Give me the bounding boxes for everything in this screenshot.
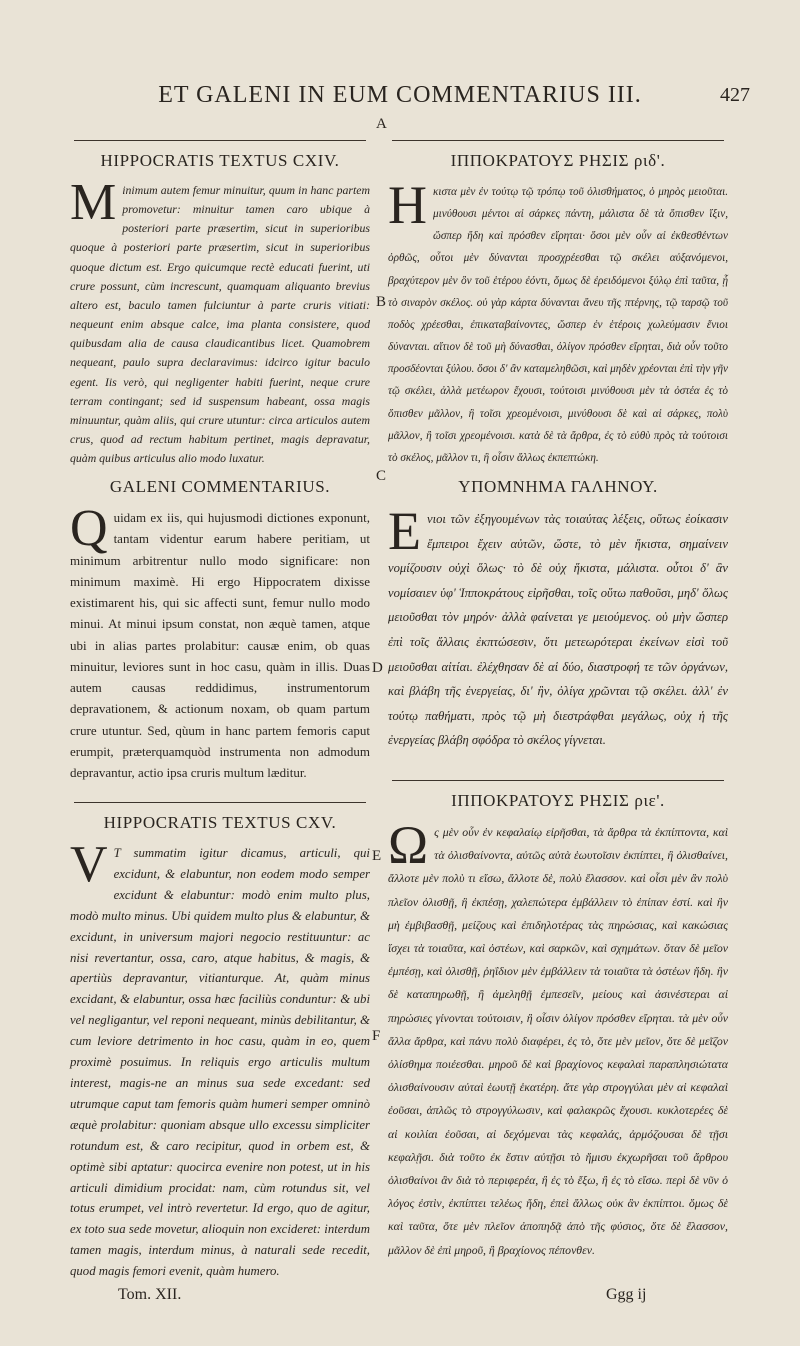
paragraph-latin-114: [70, 174, 370, 468]
rule: [74, 140, 366, 141]
paragraph-greek-115: [388, 815, 728, 1262]
heading-hippocratis-114: HIPPOCRATIS TEXTUS CXIV.: [100, 151, 340, 170]
section-mark-b: B: [376, 294, 387, 310]
body-text: νιοι τῶν ἐξηγουμένων τὰς τοιαύτας λέξεις, οὕτως ἐοίκασιν ἔμπειροι ἔχειν αὐτῶν, ὥστε, τὸ μὲν ἥκιστα, σημαίνειν νομίζουσιν οὐχὶ ὅλως· τὸ δὲ οὐχ ἥκιστα, μάλιστα. οὗτοι δ' ἂν νομίσαιεν ὑφ' Ἱπποκράτους εἰρῆσθαι, τοῖς οὕτω παθοῦσι, μηδ' ὅλως μειοῦσθαι τὸν μηρόν· ἀλλὰ φαίνεται γε μειούμενος. οὐ μὴν ὥσπερ ἐπὶ τοῖς ἄλλαις ἐκπτώσεσιν, ὅτι μετεωρότεραι ἐκείνων εἰσὶ τοῦ μειοῦσθαι αἰτίαι. ἐλέχθησαν δὲ αἱ δύο, διαστροφή τε τῶν ὀργάνων, καὶ βλάβη τῆς ἐνεργείας, δι' ἣν, ὀλίγα χρῶνται τῷ σκέλει. ἀλλ' ἐν τούτῳ παθήματι, πρὸς τῷ μὴ διεστράφθαι μεγάλως, οὐχ ἡ τῆς ἐνεργείας βλάβη σφόδρα τὸ σκέλος γίγνεται.: [388, 512, 728, 748]
gathering-signature: Ggg ij: [606, 1286, 647, 1303]
initial-letter: M: [70, 174, 117, 231]
greek-text-114: [388, 140, 728, 469]
running-head: ET GALENI IN EUM COMMENTARIUS III.: [158, 82, 642, 108]
body-text: ς μὲν οὖν ἐν κεφαλαίῳ εἰρῆσθαι, τὰ ἄρθρα τὰ ἐκπίπτοντα, καὶ τὰ ὀλισθαίνοντα, αὐτῶς αὐτὰ ἑωυτοῖσιν ἐκπίπτει, ἢ ὀλισθαίνει, ἄλλοτε μὲν πολὺ τι εἴσω, ἄλλοτε δὲ, πολὺ ἔλασσον. καὶ οἷσι μὲν ἂν πολὺ πλεῖον ὀλισθῇ, ἢ ἐκπέσῃ, χαλεπώτερα ἐμβάλλειν τὸ ἐπίπαν ἐστί. καὶ ἢν μὴ ἐμβιβασθῇ, μείζους καὶ ἐπιδηλοτέρας τὰς πηρώσιας, καὶ κακώσιας ἴσχει τὰ τοιαῦτα, καὶ ὀστέων, καὶ σαρκῶν, καὶ σχημάτων. ὅταν δὲ μεῖον ἐμπέσῃ, καὶ ὀλισθῇ, ῥηΐδιον μὲν ἐμβάλλειν τὰ τοιαῦτα τὰ ὀστέων ἤδη. ἢν δὲ καταπηρωθῇ, ἢ ἀμεληθῇ ἐμπεσεῖν, μείους καὶ ἀσινέστεραι αἱ πηρώσιες γίνονται τούτοισιν, ἢ οἷσιν ὀλίγον πρόσθεν εἴρηται. τὰ μὲν οὖν ἄλλα ἄρθρα, καὶ πάνυ πολὺ διαφέρει, ἐς τὸ, ὅτε μὲν μεῖον, ὅτε δὲ μεῖζον ὀλίσθημα ποιέεσθαι. μηροῦ δὲ καὶ βραχίονος κεφαλαὶ παραπλησιώτατα ὀλισθαίνουσιν αὐταὶ ἑωυτῇ ἑκατέρη. ἅτε γὰρ στρογγύλαι μὲν αἱ κεφαλαὶ ἐοῦσαι, ἁπλῶς τὸ στρογγύλωσιν, καὶ φαλακρῶς ἔχουσι. κυκλοτερέες δὲ αἱ κοιλίαι ἐοῦσαι, αἱ δεχόμεναι τὰς κεφαλάς, ἁρμόζουσαι δὲ τῇσι κεφαλῇσι. διὰ τοῦτο ἐκ ἔστιν αὐτῇσι τὸ ἥμισυ ἐκχωρῆσαι τοῦ ἄρθρου ὀλισθαίνοι ἂν διὰ τὸ περιφερέα, ἢ ἐς τὸ ἔξω, ἢ ἐς τὸ εἴσω. περὶ δὲ νῦν ὁ λόγος ἐστὶν, ἐκπίπτει τελέως ἤδη, ἐπεὶ ἄλλως οὐκ ἂν ἐκπίπτοι. ὅμως δὲ καὶ ταῦτα, ὅτε μὲν πλεῖον ἀποπηδᾷ ἀπὸ τῆς φύσιος, ὅτε δὲ ἔλασσον, μᾶλλον δὲ ἐπὶ μηροῦ, ἢ βραχίονος πέπονθεν.: [388, 825, 728, 1257]
initial-letter: Q: [70, 500, 108, 557]
page-number: 427: [720, 84, 750, 106]
body-text: uidam ex iis, qui hujusmodi dictiones exponunt, tantam videntur earum habere peritiam, ut minimum arbitrentur nullo modo significare: non minimum maximè. Hi ergo Hippocratem dixisse existimarent his, qui sic affecti sunt, femur nullo modo minui. At minui ipsum constat, non æquè tamen, atque ubi in alias partes prolabitur: causæ enim, ob quas minuitur, leviores sunt in hoc casu, quàm in illis. Duas autem causas reddidimus, instrumentorum depravationem, & actionum noxam, ob quam partum crure utuntur. Sed, qùum in hanc partem femoris caput erumpit, præterquamquòd instrumenta non admodum depravantur, actio ipsa cruris multum læditur.: [70, 510, 370, 780]
heading-hippocratis-115: HIPPOCRATIS TEXTUS CXV.: [103, 813, 337, 832]
greek-text-115: [388, 780, 728, 1262]
body-text: T summatim igitur dicamus, articuli, qui excidunt, & elabuntur, non eodem modo semper excidunt & elabuntur: modò enim multo plus, modò multo minus. Ubi quidem multo plus & elabuntur, & excidunt, in universum majori negocio restituuntur: ac nisi revertantur, ossa, caro, atque habitus, & magis, & apertiùs depravantur, vitianturque. At, quàm minus excidant, & elabuntur, ossa hæc faciliùs conduntur: & ubi vel negligantur, vel reponi nequeant, minùs debilitantur, & cum leviore detrimento in hoc casu, quàm in eo, quem proximè posuimus. In reliquis ergo articulis multum interest, magis-ne an minus sua sede excedant: sed utrumque caput tam femoris quàm humeri semper omninò æquè prolabitur: quoniam absque ullo excessu simpliciter rotundum est, & caro recipitur, quod in orbem est, & optimè sibi aptatur: quocirca evenire non potest, ut in his articuli dimidium procidat: nam, cùm rotundus sit, vel totus erumpet, vel intrò revertetur. Id ergo, quo de agitur, ex toto sua sede movetur, alioquin non excideret: interdum tamen magis, interdum minus, à naturali sede recedit, quod magis femori evenit, quàm humero.: [70, 846, 370, 1279]
rule: [392, 780, 724, 781]
body-text: κιστα μὲν ἐν τούτῳ τῷ τρόπῳ τοῦ ὀλισθήματος, ὁ μηρὸς μειοῦται. μινύθουσι μέντοι αἱ σάρκες πάντη, μάλιστα δὲ τὰ ὄπισθεν ἴξιν, ὥσπερ ἤδη καὶ πρόσθεν εἴρηται· ὅσοι μὲν οὖν αἱ ἐκθεσθέντων ὀρθῶς, οὗτοι μὲν δύνανται προσχρέεσθαι τῷ σκέλει αὐξανόμενοι, βραχύτερον μὲν ὂν τοῦ ἑτέρου ἐόντι, ὅμως δὲ ἐρειδόμενοι ξύλῳ ἐπὶ ταῦτα, ᾗ τὸ σιναρὸν σκέλος. οὐ γὰρ κάρτα δύνανται ἄνευ τῆς πτέρνης, τῷ ταρσῷ τοῦ ποδὸς χρέεσθαι, ἐπικαταβαίνοντες, ὥσπερ ἐν ἑτέροις χωλεύμασιν ἔνιοι δύνανται. αἴτιον δὲ τοῦ μὴ δύνασθαι, ὀλίγον πρόσθεν εἴρηται, διὰ οὖν τοῦτο προσδέονται ξύλου. ὅσοι δ' ἂν καταμεληθῶσι, καὶ μηδὲν χρέονται ἐπὶ τὴν γῆν τῷ σκέλει, ἀλλὰ μετέωρον ἔχουσι, τούτοισι μινύθουσι μὲν τὰ ὀστέα ἐς τὸ ὄπισθεν μᾶλλον, ἢ τοῖσι χρεομένοισι, μινύθουσι δὲ καὶ αἱ σάρκες, πολὺ μᾶλλον, ἢ τοῖσι χρεομένοισι. κατὰ δὲ τὰ ἄρθρα, ἐς τὸ εὐθὺ πρὸς τὰ τούτοισι τὸ σκέλος, μᾶλλον τι, ἢ οἷσιν ἄλλως ἐκπεπτώκη.: [388, 186, 728, 464]
latin-text-115: [70, 802, 370, 1282]
greek-commentary: [388, 477, 728, 753]
paragraph-greek-114: [388, 175, 728, 469]
paragraph-latin-115: [70, 836, 370, 1282]
rule: [74, 802, 366, 803]
initial-letter: Ω: [388, 815, 429, 875]
section-mark-a: A: [376, 116, 387, 132]
paragraph-greek-commentary: [388, 501, 728, 753]
paragraph-galen: [70, 500, 370, 783]
heading-greek-115: ΙΠΠΟΚΡΑΤΟΥΣ ΡΗΣΙΣ ριε'.: [451, 791, 665, 810]
section-mark-d: D: [372, 660, 383, 676]
heading-galeni: GALENI COMMENTARIUS.: [109, 477, 331, 496]
initial-letter: V: [70, 836, 108, 893]
initial-letter: Ε: [388, 501, 421, 561]
heading-greek-114: ΙΠΠΟΚΡΑΤΟΥΣ ΡΗΣΙΣ ριδ'.: [450, 151, 666, 170]
section-mark-e: E: [372, 848, 382, 864]
galen-commentary: [70, 477, 370, 783]
section-mark-f: F: [372, 1028, 381, 1044]
initial-letter: Η: [388, 175, 427, 235]
heading-hypomnema: ΥΠΟΜΝΗΜΑ ΓΑΛΗΝΟΥ.: [458, 477, 658, 496]
body-text: inimum autem femur minuitur, quum in hanc partem promovetur: minuitur tamen caro ubique à posteriori parte præsertim, sicut in superioribus quoque à posteriori parte præsertim, sicut in superioribus quoque dictum est. Ergo quicumque rectè educati fuerint, uti crure possunt, cùm increscunt, quamquam aliquanto brevius altero est, baculo tamen fulciuntur à parte cruris vitiati: nequeunt enim absque calce, ima planta consistere, quod quibusdam alia de causa claudicantibus licet. Quamobrem nequeant, paulo supra declaravimus: idcirco igitur baculo egent. Iis verò, qui negligenter habiti fuerint, neque crure terram contingant; sed id suspensum habeant, ossa magis minuuntur, quàm aliis, qui crure utuntur: circa articulos autem crus, quod ad rectum habitum pertinet, magis depravatur, quàm quibus articulus alio modo luxatur.: [70, 183, 370, 466]
volume-signature: Tom. XII.: [118, 1286, 182, 1303]
latin-text-114: [70, 140, 370, 468]
section-mark-c: C: [376, 468, 387, 484]
rule: [392, 140, 724, 141]
